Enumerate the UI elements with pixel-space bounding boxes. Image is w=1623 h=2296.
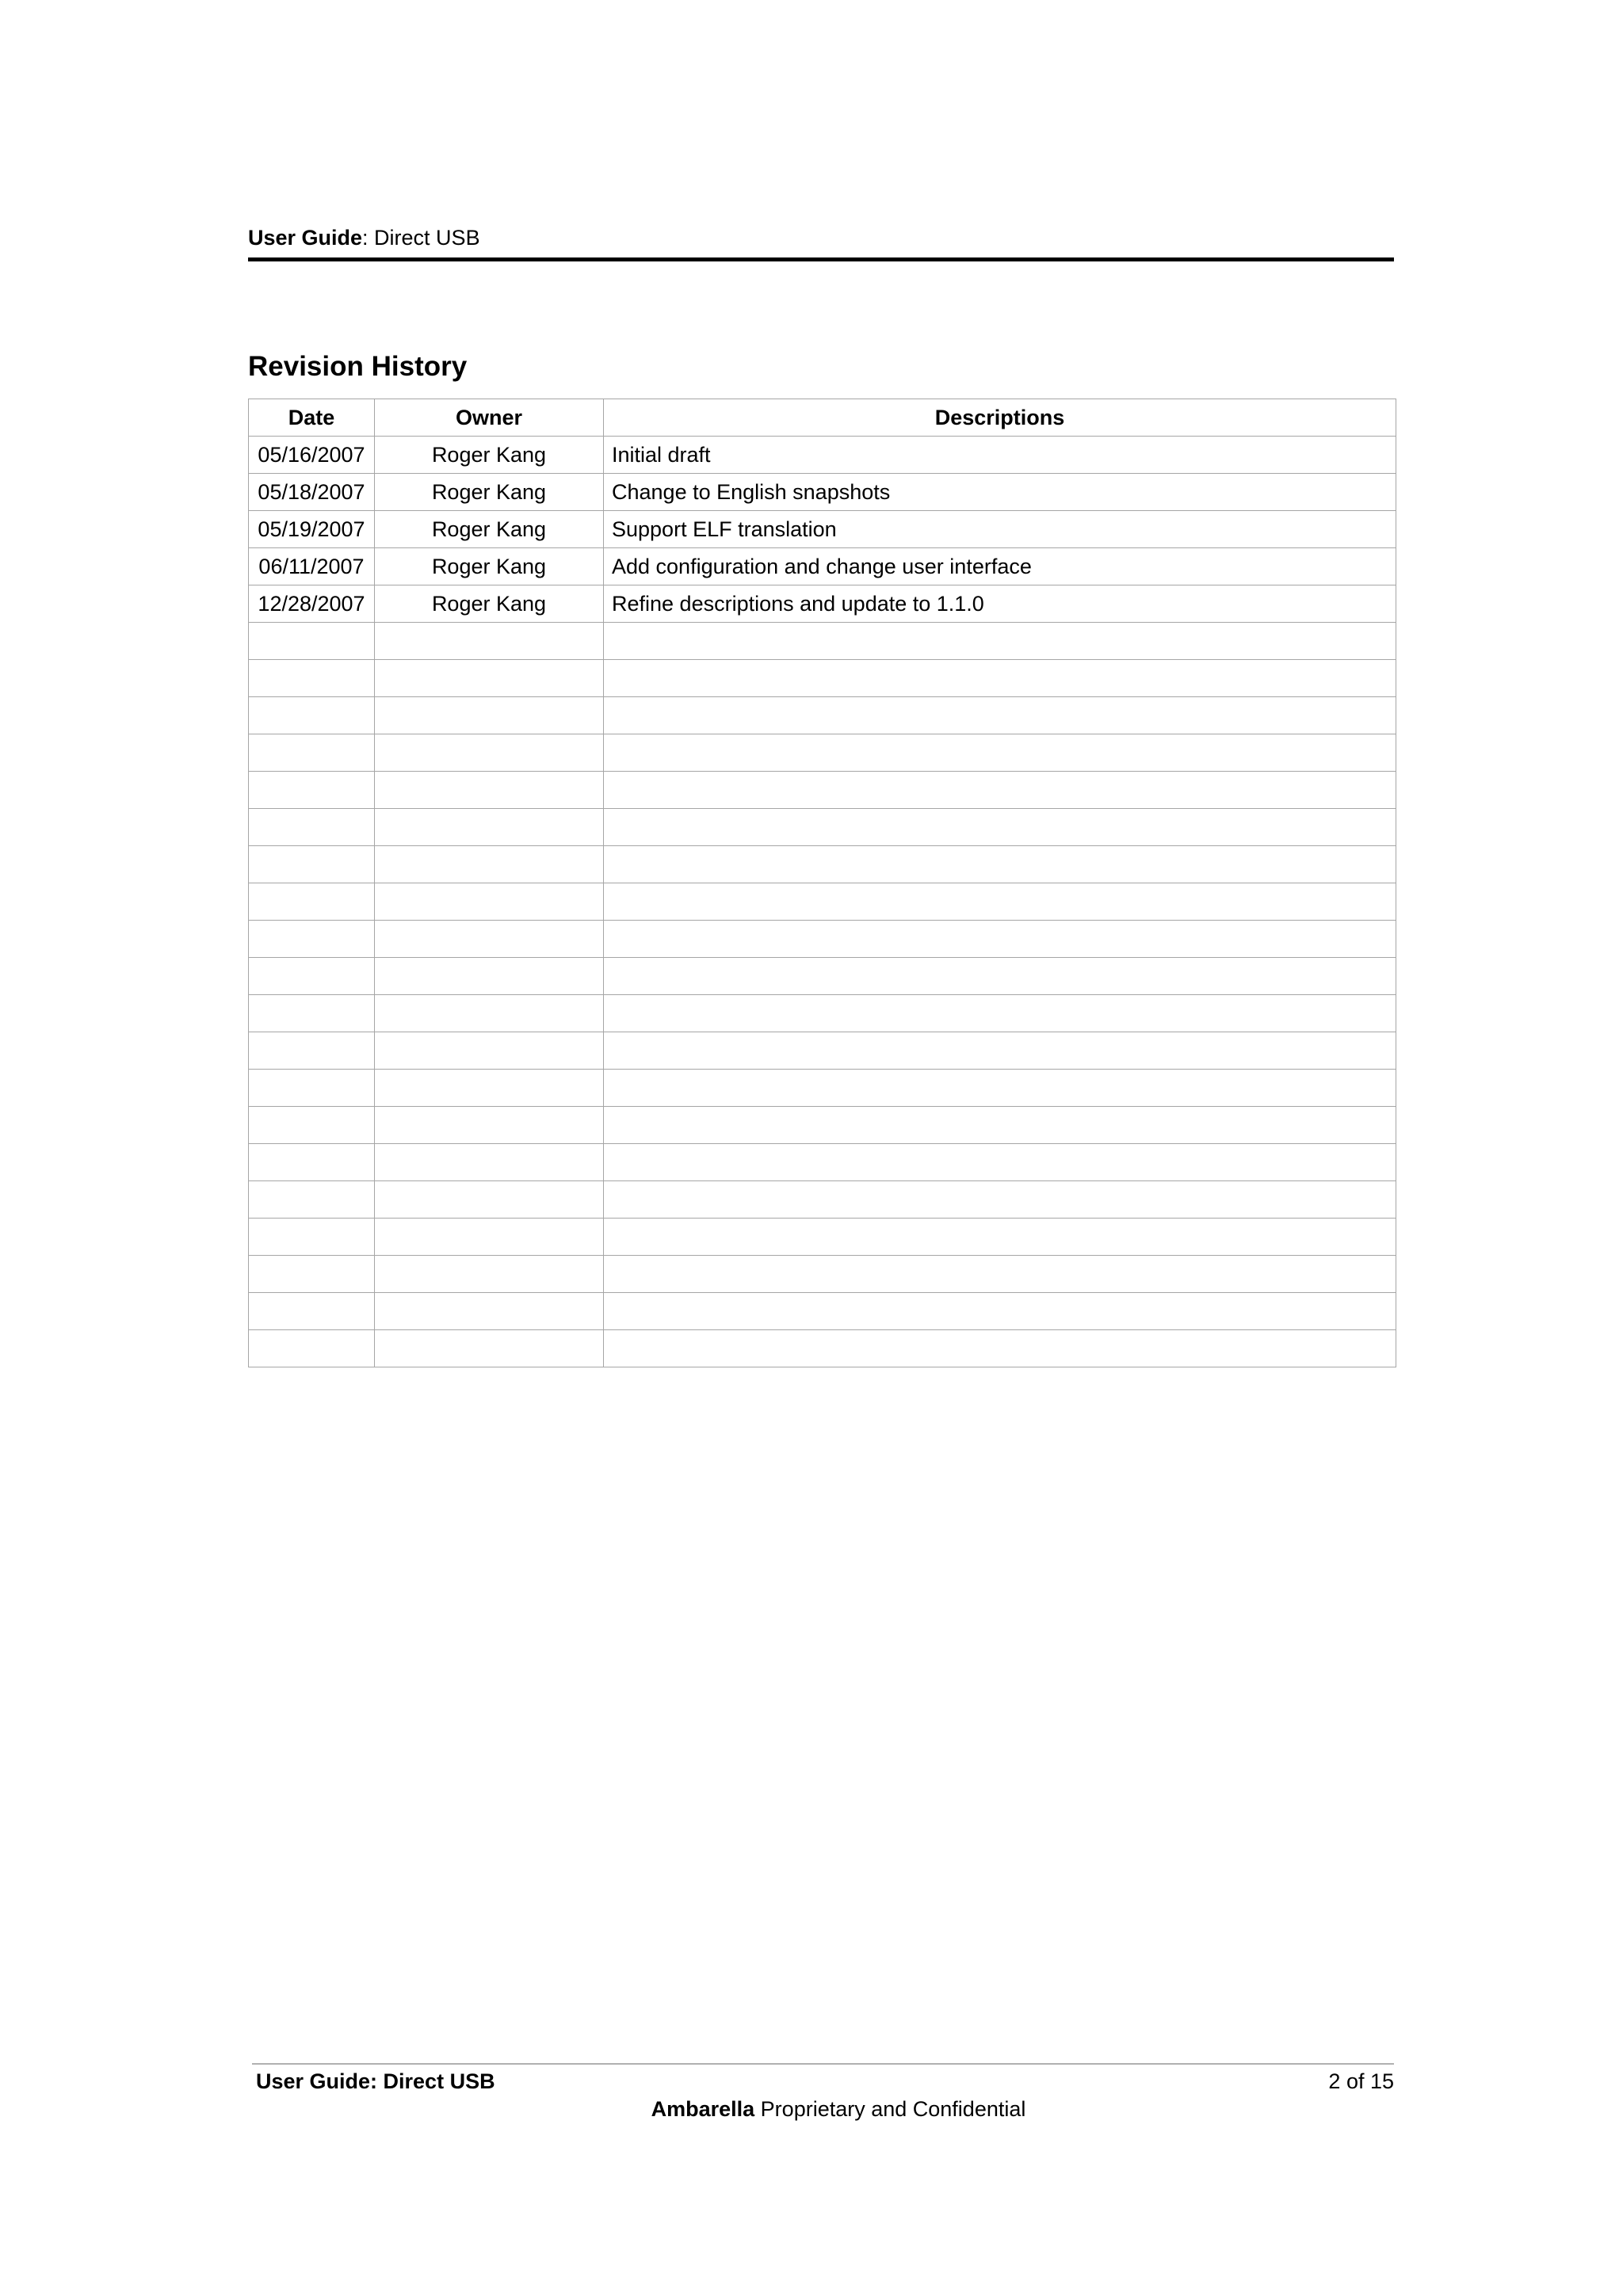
footer-page-number: 2 of 15 [1328,2069,1394,2093]
cell-date [249,958,375,995]
cell-owner [375,846,604,883]
cell-description [604,921,1396,958]
cell-owner [375,883,604,921]
table-row [249,958,1396,995]
table-row [249,846,1396,883]
cell-owner [375,1181,604,1219]
cell-owner: Roger Kang [375,548,604,585]
cell-owner [375,623,604,660]
cell-date: 05/18/2007 [249,474,375,511]
table-row [249,995,1396,1032]
cell-description [604,883,1396,921]
cell-owner [375,1293,604,1330]
table-row [249,1070,1396,1107]
cell-date [249,734,375,772]
cell-description [604,697,1396,734]
header-doc-title: : Direct USB [362,226,480,250]
cell-owner [375,1219,604,1256]
cell-description [604,1181,1396,1219]
cell-description [604,1219,1396,1256]
footer-company: Ambarella [651,2097,755,2121]
column-header-date: Date [249,399,375,437]
cell-description: Initial draft [604,437,1396,474]
cell-owner [375,995,604,1032]
header-rule [248,257,1394,261]
cell-description: Change to English snapshots [604,474,1396,511]
cell-owner [375,1144,604,1181]
cell-date [249,623,375,660]
cell-owner [375,921,604,958]
cell-owner [375,809,604,846]
cell-description [604,995,1396,1032]
cell-owner [375,958,604,995]
cell-date [249,660,375,697]
cell-description [604,623,1396,660]
table-row [249,772,1396,809]
cell-date [249,995,375,1032]
table-row [249,623,1396,660]
revision-history-table [248,399,1396,1367]
cell-description: Refine descriptions and update to 1.1.0 [604,585,1396,623]
section-title: Revision History [248,351,468,382]
table-row [249,1330,1396,1367]
cell-owner [375,734,604,772]
table-row [249,697,1396,734]
cell-description [604,1107,1396,1144]
cell-date [249,1256,375,1293]
table-row [249,1181,1396,1219]
table-row [249,1293,1396,1330]
cell-description [604,846,1396,883]
table-row [249,734,1396,772]
cell-description [604,1070,1396,1107]
table-header-row [249,399,1396,437]
footer-rule [252,2063,1394,2065]
table-row [249,660,1396,697]
cell-description [604,772,1396,809]
footer-confidentiality [0,2096,1623,2122]
cell-date [249,1330,375,1367]
cell-description: Support ELF translation [604,511,1396,548]
cell-description [604,1293,1396,1330]
cell-date: 05/16/2007 [249,437,375,474]
table-body [249,437,1396,1367]
cell-date [249,772,375,809]
cell-description [604,734,1396,772]
cell-date [249,1070,375,1107]
cell-owner: Roger Kang [375,437,604,474]
cell-owner [375,697,604,734]
cell-description [604,958,1396,995]
cell-date [249,921,375,958]
cell-date [249,697,375,734]
cell-date [249,1144,375,1181]
cell-date [249,1219,375,1256]
table-row [249,1219,1396,1256]
cell-date [249,1107,375,1144]
table-row [249,585,1396,623]
cell-owner [375,1330,604,1367]
cell-owner [375,1256,604,1293]
table-row [249,1032,1396,1070]
table-row [249,1144,1396,1181]
cell-owner [375,1107,604,1144]
cell-description [604,1144,1396,1181]
cell-date [249,883,375,921]
cell-owner [375,1070,604,1107]
cell-date: 05/19/2007 [249,511,375,548]
cell-date [249,846,375,883]
cell-date [249,1181,375,1219]
table-row [249,1256,1396,1293]
table-row [249,474,1396,511]
cell-date: 06/11/2007 [249,548,375,585]
cell-owner [375,1032,604,1070]
cell-owner: Roger Kang [375,474,604,511]
table-row [249,511,1396,548]
column-header-owner: Owner [375,399,604,437]
footer-doc-title: User Guide: Direct USB [256,2069,495,2093]
cell-owner [375,660,604,697]
header-doc-type: User Guide [248,226,363,250]
cell-date: 12/28/2007 [249,585,375,623]
cell-description [604,809,1396,846]
table-row [249,809,1396,846]
cell-description [604,1256,1396,1293]
cell-date [249,1293,375,1330]
column-header-descriptions: Descriptions [604,399,1396,437]
cell-owner: Roger Kang [375,511,604,548]
cell-description: Add configuration and change user interface [604,548,1396,585]
cell-date [249,809,375,846]
table-row [249,437,1396,474]
cell-description [604,660,1396,697]
footer-notice: Proprietary and Confidential [754,2097,1026,2121]
table-row [249,1107,1396,1144]
cell-owner: Roger Kang [375,585,604,623]
cell-description [604,1032,1396,1070]
table-row [249,921,1396,958]
cell-owner [375,772,604,809]
cell-date [249,1032,375,1070]
page-header [248,224,1394,251]
cell-description [604,1330,1396,1367]
table-row [249,883,1396,921]
table-row [249,548,1396,585]
